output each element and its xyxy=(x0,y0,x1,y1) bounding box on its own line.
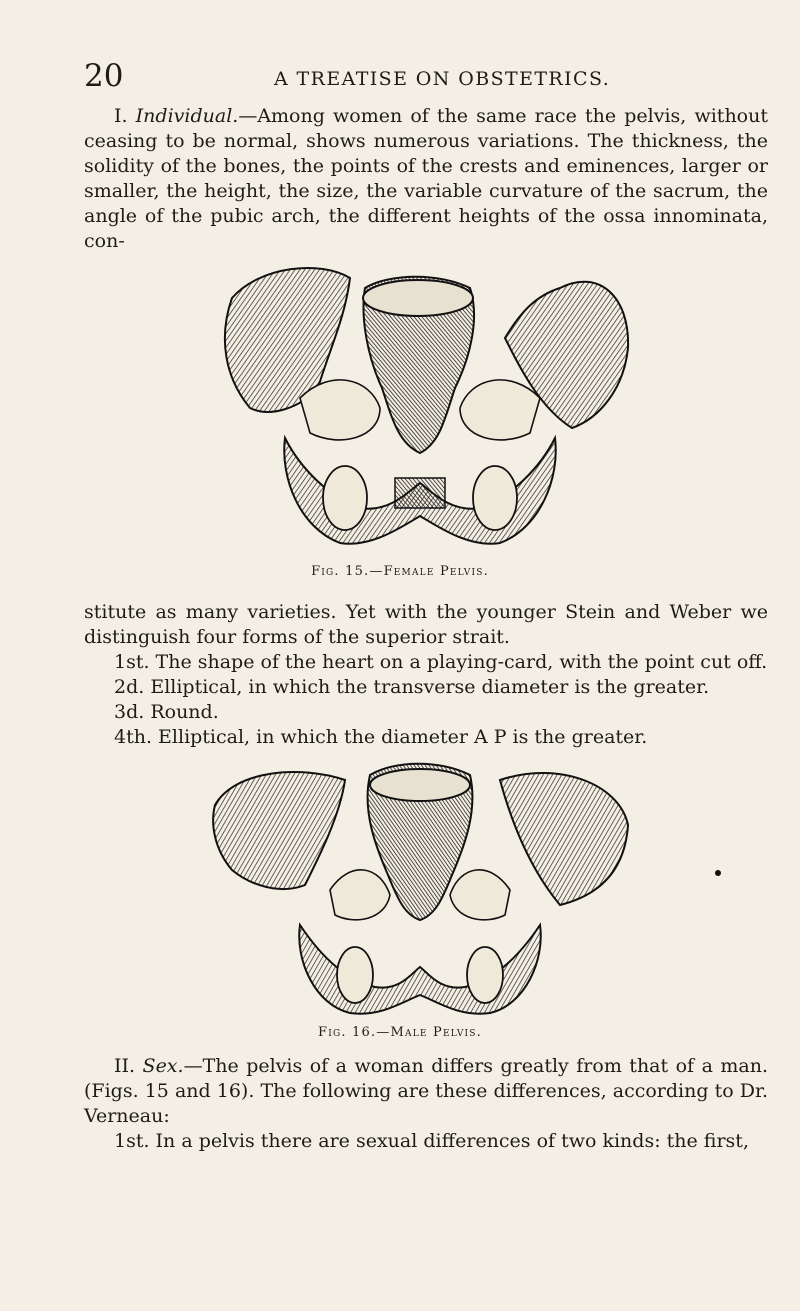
running-head: A TREATISE ON OBSTETRICS. xyxy=(274,68,611,90)
paragraph-text: —The pelvis of a woman differs greatly from that of a man. (Figs. 15 and 16). The following are these differences, according to Dr. Verneau: xyxy=(84,1055,768,1127)
paragraph-text: —Among women of the same race the pelvis, without ceasing to be normal, shows numerous variations. The thickness, the solidity of the bones, the points of the crests and eminences, larger or smaller, the height, the size, the variable curvature of the sacrum, the angle of the pubic arch, the different heights of the ossa innominata, con- xyxy=(84,105,768,252)
section-heading: Sex. xyxy=(142,1055,184,1077)
page-number: 20 xyxy=(84,58,124,94)
section-label: II. xyxy=(114,1055,136,1077)
paragraph-text: stitute as many varieties. Yet with the younger Stein and Weber we distinguish four forms of the superior strait. xyxy=(84,601,768,648)
paragraph-individual xyxy=(84,104,768,254)
figure-male-pelvis xyxy=(0,755,800,1040)
section-heading: Individual. xyxy=(135,105,239,127)
paragraph-sex xyxy=(84,1054,768,1154)
list-item: 1st. The shape of the heart on a playing-card, with the point cut off. xyxy=(114,651,768,673)
paragraph-varieties xyxy=(84,600,768,750)
female-pelvis-illustration xyxy=(0,258,800,558)
figure-caption: Fig. 15.—Female Pelvis. xyxy=(311,564,489,579)
list-item: 1st. In a pelvis there are sexual differences of two kinds: the first, xyxy=(114,1130,749,1152)
figure-caption: Fig. 16.—Male Pelvis. xyxy=(318,1025,482,1040)
list-item: 4th. Elliptical, in which the diameter A P is the greater. xyxy=(114,726,648,748)
list-item: 3d. Round. xyxy=(114,701,219,723)
page-header xyxy=(84,58,764,92)
male-pelvis-illustration xyxy=(0,755,800,1025)
list-item: 2d. Elliptical, in which the transverse diameter is the greater. xyxy=(114,676,710,698)
section-label: I. xyxy=(114,105,128,127)
figure-female-pelvis xyxy=(0,258,800,579)
